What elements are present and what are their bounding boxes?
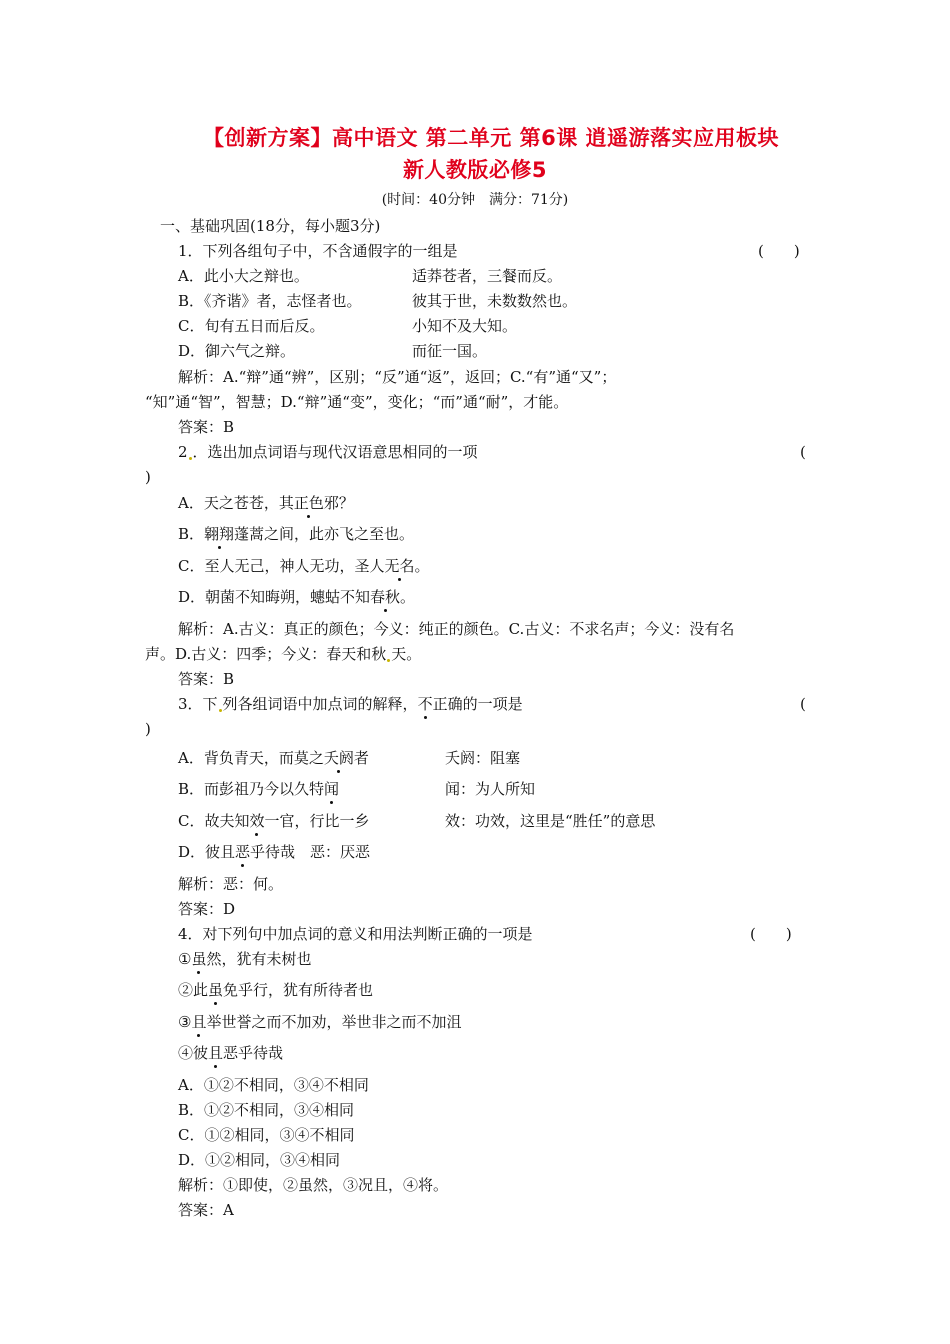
time-score-info: (时间：40分钟 满分：71分) [381, 192, 569, 208]
q4-sentence-4 [178, 1043, 283, 1063]
q3-stem-dotted-word: 不 [417, 695, 433, 713]
q1-option-c-second: 小知不及大知。 [412, 317, 518, 335]
section-heading: 一、基础巩固(18分，每小题3分) [160, 217, 381, 235]
q3-option-a-gloss: 夭阏：阻塞 [445, 749, 521, 767]
q2-stem [178, 442, 478, 462]
q3-option-d-text: D．彼且 [178, 843, 236, 861]
document-subtitle: 新人教版必修5 [402, 158, 548, 182]
q1-option-b-second: 彼其于世，未数数然也。 [412, 292, 578, 310]
q3-option-c [178, 811, 370, 831]
q3-paren-open: ( [800, 695, 806, 713]
q4-option-a: A．①②不相同，③④不相同 [178, 1076, 369, 1094]
q4-answer-blank: ( ) [750, 925, 792, 943]
q2-paren-close: ) [145, 468, 151, 486]
q4-sentence-3 [178, 1012, 461, 1032]
q4-sentence-4-dotted-word: 且 [208, 1044, 224, 1062]
q2-analysis-line2-tail: 天。 [391, 645, 422, 663]
q3-option-a-dotted-word: 夭阏 [323, 749, 354, 767]
q3-option-d [178, 842, 370, 862]
annotation-mark [387, 659, 390, 662]
q2-number: 2 [178, 443, 188, 461]
q4-sentence-1-text: 然，犹有未树也 [206, 950, 312, 968]
q1-analysis-line1: 解析：A.“辩”通“辨”，区别；“反”通“返”，返回；C.“有”通“又”； [178, 368, 617, 386]
q2-option-b-dotted-word: 翱翔 [204, 525, 235, 543]
q1-option-a: A．此小大之辩也。 [178, 267, 309, 285]
q3-stem-text: 列各组词语中加点词的解释， [222, 695, 418, 713]
q4-sentence-2-dotted-word: 虽 [208, 981, 224, 999]
q2-option-c-dotted-word: 无名 [384, 557, 415, 575]
q2-stem-text: ．选出加点词语与现代汉语意思相同的一项 [192, 443, 478, 461]
q2-option-a [178, 493, 354, 513]
q4-sentence-1 [178, 949, 311, 969]
q3-option-b-dotted-word: 闻 [324, 780, 340, 798]
q4-sentence-4-num: ④彼 [178, 1044, 209, 1062]
q2-option-d-tail: 。 [400, 588, 416, 606]
q4-sentence-4-text: 恶乎待哉 [223, 1044, 284, 1062]
q3-option-c-text: C．故夫知 [178, 812, 250, 830]
document-title: 【创新方案】高中语文 第二单元 第6课 逍遥游落实应用板块 [202, 126, 780, 150]
q4-sentence-3-dotted-word: 且 [191, 1013, 207, 1031]
q3-number: 3．下 [178, 695, 218, 713]
q3-answer: 答案：D [178, 900, 236, 918]
q3-stem-tail: 正确的一项是 [432, 695, 523, 713]
q3-option-d-tail: 乎待哉 恶：厌恶 [250, 843, 371, 861]
q3-option-c-tail: 一官，行比一乡 [264, 812, 370, 830]
q2-option-b-text: B． [178, 525, 205, 543]
q4-answer: 答案：A [178, 1201, 234, 1219]
q2-option-c [178, 556, 430, 576]
q2-option-a-dotted-word: 正色 [293, 494, 324, 512]
q3-option-c-gloss: 效：功效，这里是“胜任”的意思 [445, 812, 656, 830]
q2-option-d-text: D．朝菌不知晦朔，蟪蛄不知 [178, 588, 371, 606]
q1-answer: 答案：B [178, 418, 235, 436]
q2-option-b [178, 524, 414, 544]
q2-option-b-tail: 蓬蒿之间，此亦飞之至也。 [234, 525, 415, 543]
q3-option-a-tail: 者 [353, 749, 369, 767]
annotation-mark [189, 457, 192, 460]
q3-option-b [178, 779, 339, 799]
q3-stem [178, 694, 523, 714]
q1-stem: 1．下列各组句子中，不含通假字的一组是 [178, 242, 458, 260]
q3-option-a-text: A．背负青天，而莫之 [178, 749, 324, 767]
q4-sentence-1-dotted-word: 虽 [191, 950, 207, 968]
q4-sentence-3-num: ③ [178, 1013, 192, 1031]
q4-sentence-1-num: ① [178, 950, 192, 968]
q2-answer: 答案：B [178, 670, 235, 688]
q3-paren-close: ) [145, 720, 151, 738]
q4-option-d: D．①②相同，③④相同 [178, 1151, 341, 1169]
q4-analysis: 解析：①即使，②虽然，③况且，④将。 [178, 1176, 449, 1194]
q1-option-d: D．御六气之辩。 [178, 342, 296, 360]
q1-analysis-line2: “知”通“智”，智慧；D.“辩”通“变”，变化；“而”通“耐”，才能。 [145, 393, 569, 411]
q4-stem: 4．对下列句中加点词的意义和用法判断正确的一项是 [178, 925, 533, 943]
q2-option-a-text: A．天之苍苍，其 [178, 494, 294, 512]
annotation-mark [219, 709, 222, 712]
q4-sentence-3-text: 举世誉之而不加劝，举世非之而不加沮 [206, 1013, 462, 1031]
q2-option-a-tail: 邪？ [323, 494, 354, 512]
q3-option-d-dotted-word: 恶 [235, 843, 251, 861]
q4-option-b: B．①②不相同，③④相同 [178, 1101, 355, 1119]
q2-option-c-text: C．至人无己，神人无功，圣人 [178, 557, 385, 575]
q2-option-d [178, 587, 415, 607]
q1-option-d-second: 而征一国。 [412, 342, 488, 360]
q3-option-c-dotted-word: 效 [249, 812, 265, 830]
q2-analysis-line2 [145, 644, 421, 664]
q3-analysis: 解析：恶：何。 [178, 875, 284, 893]
q2-option-d-dotted-word: 春秋 [370, 588, 401, 606]
q3-option-b-gloss: 闻：为人所知 [445, 780, 536, 798]
q1-option-a-second: 适莽苍者，三餐而反。 [412, 267, 563, 285]
q4-sentence-2-num: ②此 [178, 981, 209, 999]
q4-sentence-2-text: 免乎行，犹有所待者也 [223, 981, 374, 999]
q1-option-b: B．《齐谐》者，志怪者也。 [178, 292, 362, 310]
q1-option-c: C．旬有五日而后反。 [178, 317, 325, 335]
q2-paren-open: ( [800, 443, 806, 461]
q2-analysis-line2-text: 声。D.古义：四季；今义：春天和秋 [145, 645, 387, 663]
q4-sentence-2 [178, 980, 373, 1000]
q3-option-b-text: B．而彭祖乃今以久特 [178, 780, 325, 798]
q2-analysis-line1: 解析：A.古义：真正的颜色；今义：纯正的颜色。C.古义：不求名声；今义：没有名 [178, 620, 735, 638]
q4-option-c: C．①②相同，③④不相同 [178, 1126, 355, 1144]
q3-option-a [178, 748, 369, 768]
q2-option-c-tail: 。 [414, 557, 430, 575]
q1-answer-blank: ( ) [758, 242, 800, 260]
